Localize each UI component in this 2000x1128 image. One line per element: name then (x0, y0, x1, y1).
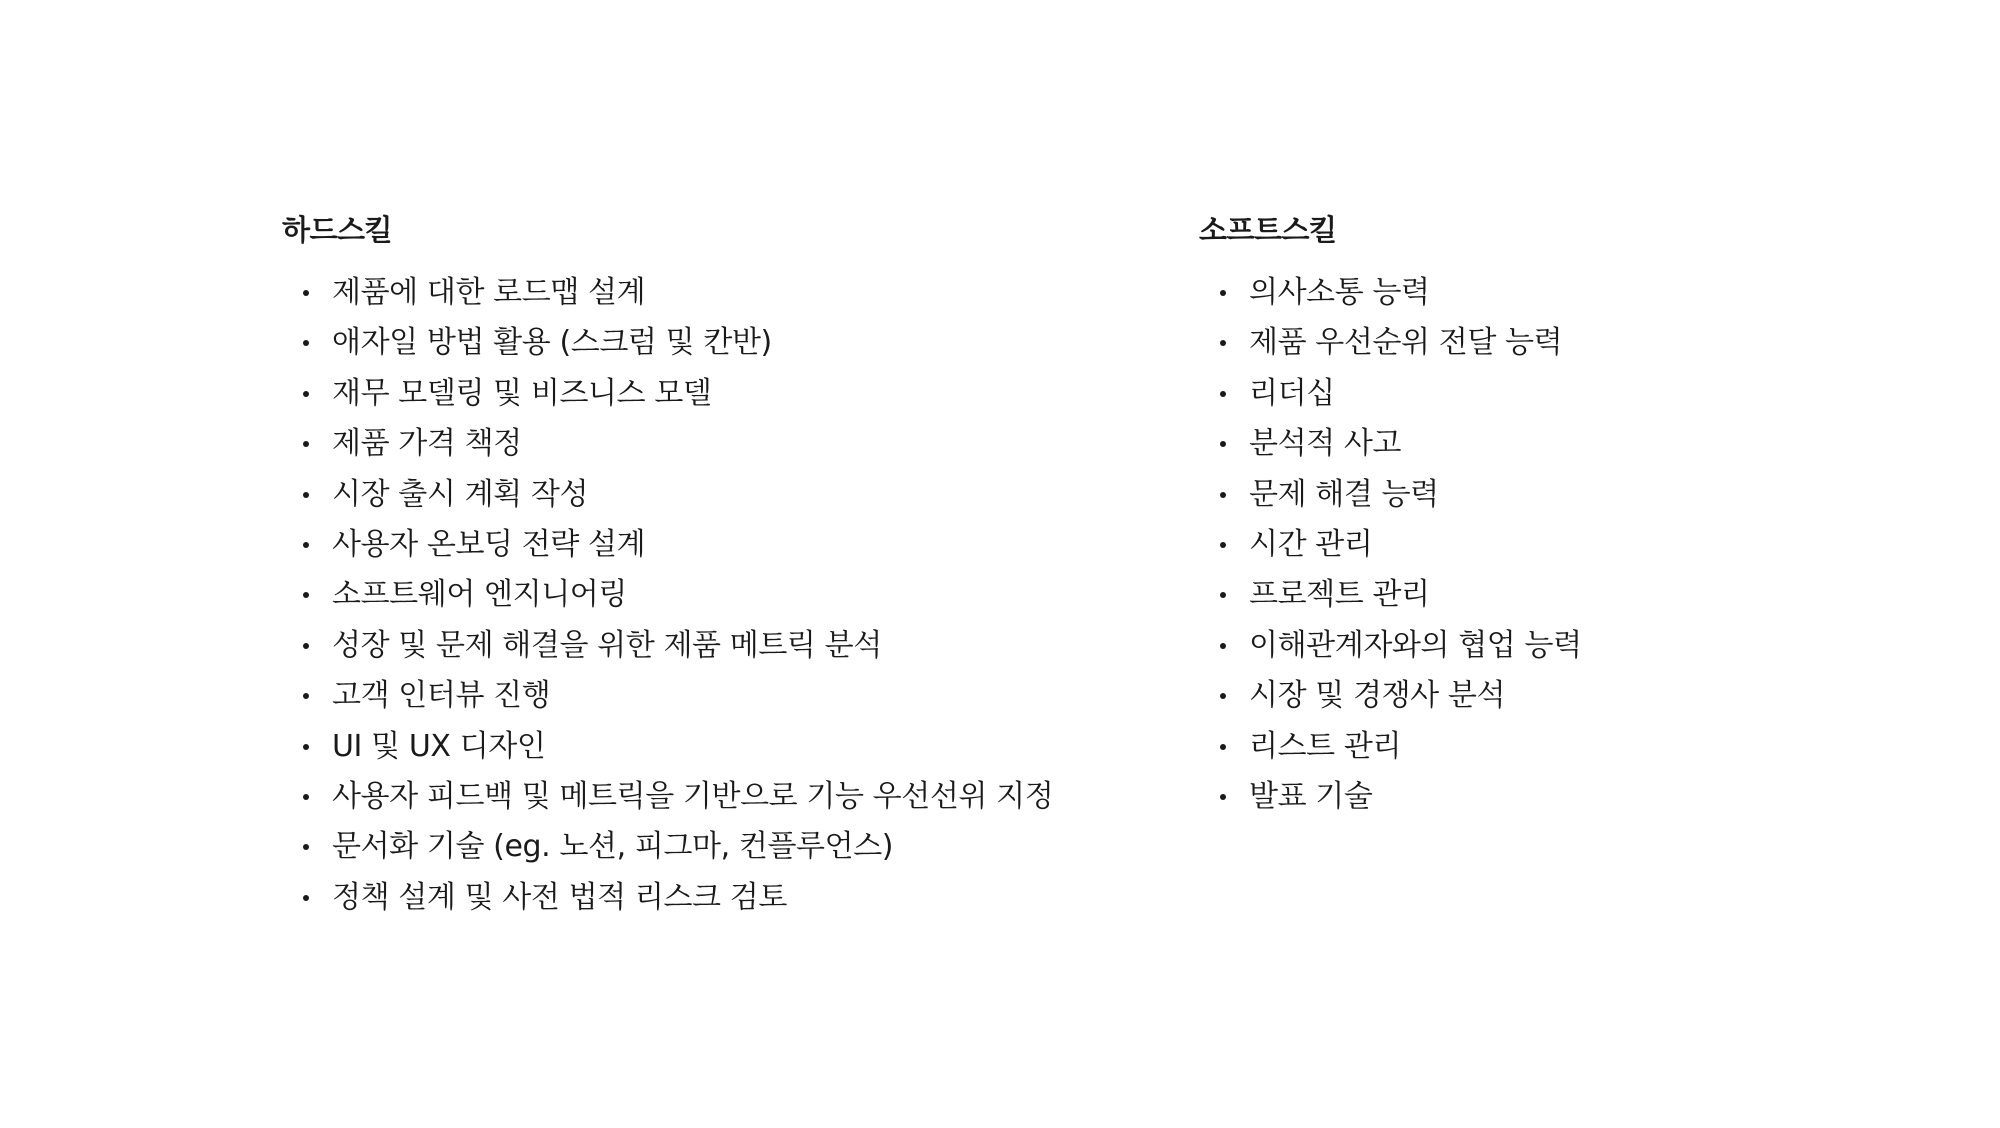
hard-skills-list (282, 272, 1122, 927)
bullet-icon (303, 592, 309, 598)
list-item (1199, 322, 1759, 372)
hard-skills-section (282, 210, 1122, 927)
list-item-label: 제품 가격 책정 (332, 426, 522, 462)
bullet-icon (303, 844, 309, 850)
bullet-icon (303, 542, 309, 548)
list-item (282, 272, 1122, 322)
list-item (1199, 272, 1759, 322)
list-item-label: 사용자 온보딩 전략 설계 (332, 526, 646, 562)
bullet-icon (1220, 290, 1226, 296)
list-item (282, 474, 1122, 524)
list-item (282, 574, 1122, 624)
list-item (282, 826, 1122, 876)
list-item-label: 리스트 관리 (1249, 728, 1402, 764)
list-item-label: 사용자 피드백 및 메트릭을 기반으로 기능 우선선위 지정 (332, 778, 1054, 814)
list-item-label: 제품 우선순위 전달 능력 (1249, 325, 1563, 361)
bullet-icon (303, 340, 309, 346)
bullet-icon (1220, 744, 1226, 750)
bullet-icon (1220, 391, 1226, 397)
bullet-icon (303, 693, 309, 699)
list-item-label: 시장 출시 계획 작성 (332, 476, 589, 512)
list-item (1199, 625, 1759, 675)
bullet-icon (1220, 794, 1226, 800)
bullet-icon (303, 895, 309, 901)
list-item-label: 시간 관리 (1249, 526, 1373, 562)
list-item-label: 고객 인터뷰 진행 (332, 678, 551, 714)
list-item-label: 문제 해결 능력 (1249, 476, 1439, 512)
list-item (282, 877, 1122, 927)
bullet-icon (1220, 492, 1226, 498)
list-item (1199, 675, 1759, 725)
list-item (1199, 524, 1759, 574)
list-item (1199, 574, 1759, 624)
bullet-icon (303, 441, 309, 447)
list-item-label: 분석적 사고 (1249, 426, 1402, 462)
bullet-icon (1220, 441, 1226, 447)
hard-skills-title: 하드스킬 (282, 213, 393, 247)
list-item (282, 726, 1122, 776)
bullet-icon (303, 794, 309, 800)
bullet-icon (303, 744, 309, 750)
list-item (282, 423, 1122, 473)
bullet-icon (303, 492, 309, 498)
list-item (1199, 423, 1759, 473)
bullet-icon (1220, 693, 1226, 699)
list-item (1199, 474, 1759, 524)
list-item (282, 373, 1122, 423)
list-item-label: 성장 및 문제 해결을 위한 제품 메트릭 분석 (332, 627, 882, 663)
list-item (282, 776, 1122, 826)
bullet-icon (1220, 592, 1226, 598)
soft-skills-title: 소프트스킬 (1199, 213, 1337, 247)
list-item (282, 524, 1122, 574)
list-item (1199, 373, 1759, 423)
bullet-icon (1220, 340, 1226, 346)
list-item-label: 시장 및 경쟁사 분석 (1249, 678, 1506, 714)
list-item-label: 소프트웨어 엔지니어링 (332, 577, 627, 613)
list-item (1199, 776, 1759, 826)
bullet-icon (303, 290, 309, 296)
list-item (282, 675, 1122, 725)
list-item-label: 제품에 대한 로드맵 설계 (332, 275, 646, 310)
list-item-label: 리더십 (1249, 375, 1335, 411)
list-item-label: 프로젝트 관리 (1249, 577, 1430, 613)
bullet-icon (303, 391, 309, 397)
list-item-label: 정책 설계 및 사전 법적 리스크 검토 (332, 879, 787, 915)
list-item-label: UI 및 UX 디자인 (332, 728, 546, 764)
list-item (282, 625, 1122, 675)
list-item-label: 이해관계자와의 협업 능력 (1249, 627, 1582, 663)
list-item-label: 문서화 기술 (eg. 노션, 피그마, 컨플루언스) (332, 829, 894, 865)
soft-skills-list (1199, 272, 1759, 826)
bullet-icon (303, 643, 309, 649)
list-item-label: 애자일 방법 활용 (스크럼 및 칸반) (332, 325, 772, 361)
bullet-icon (1220, 643, 1226, 649)
list-item (1199, 726, 1759, 776)
list-item (282, 322, 1122, 372)
bullet-icon (1220, 542, 1226, 548)
list-item-label: 발표 기술 (1249, 778, 1373, 814)
list-item-label: 재무 모델링 및 비즈니스 모델 (332, 375, 712, 411)
list-item-label: 의사소통 능력 (1249, 275, 1430, 310)
soft-skills-section (1199, 210, 1759, 826)
